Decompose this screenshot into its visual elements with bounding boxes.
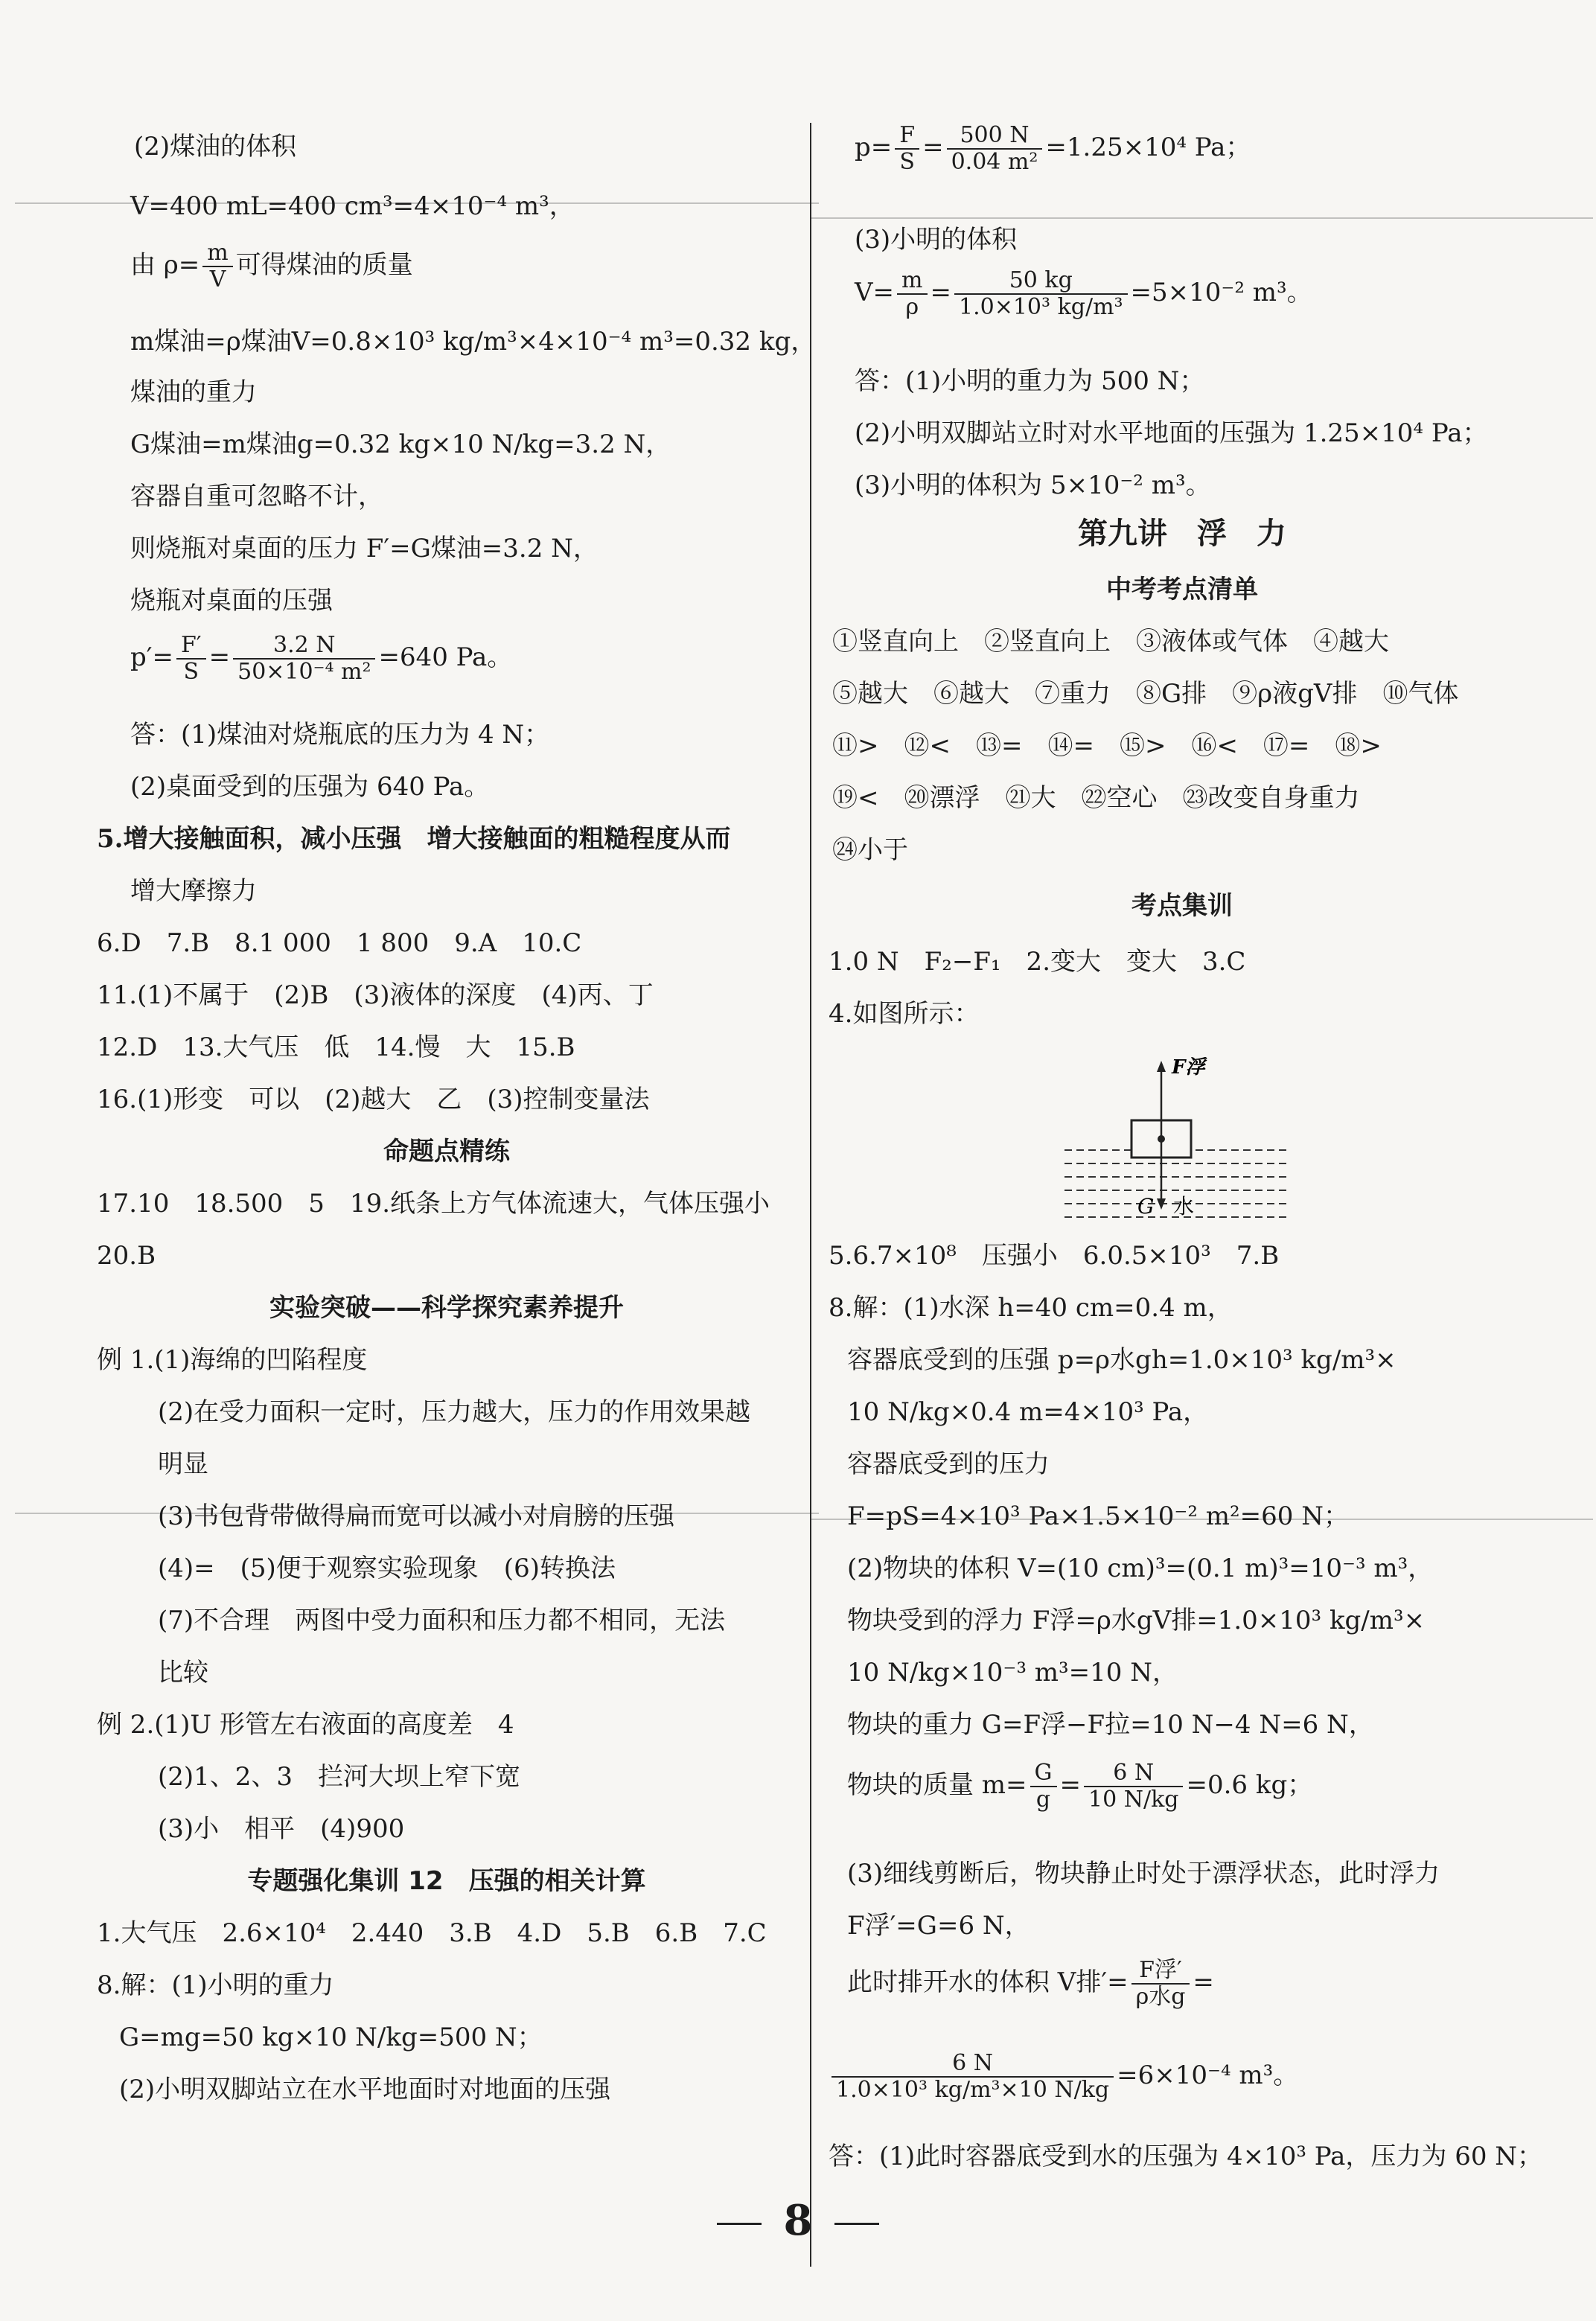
text-line: (3)小明的体积为 5×10⁻² m³。	[855, 470, 1211, 500]
text-line: F浮′=G=6 N，	[847, 1911, 1030, 1941]
section-heading: 中考考点清单	[1106, 575, 1258, 604]
answer-line: ①竖直向上 ②竖直向上 ③液体或气体 ④越大	[832, 627, 1389, 657]
answer-line: 16.(1)形变 可以 (2)越大 乙 (3)控制变量法	[97, 1085, 650, 1114]
formula-line: 由 ρ= $\frac{m}{V}$ 可得煤油的质量	[130, 240, 413, 293]
text-line: 增大摩擦力	[130, 876, 257, 906]
text-line: (3)小明的体积	[855, 225, 1018, 255]
text-line: (3)小 相平 (4)900	[158, 1814, 405, 1844]
answer-line: 11.(1)不属于 (2)B (3)液体的深度 (4)丙、丁	[97, 980, 654, 1010]
scan-artifact	[811, 217, 1593, 219]
answer-line: ⑤越大 ⑥越大 ⑦重力 ⑧G排 ⑨ρ液gV排 ⑩气体	[832, 679, 1459, 709]
answer-line: 1.大气压 2.6×10⁴ 2.440 3.B 4.D 5.B 6.B 7.C	[97, 1918, 767, 1948]
text-line: 8.解：(1)小明的重力	[97, 1970, 334, 2000]
page-number-dash	[834, 2223, 879, 2225]
text-line: (3)书包背带做得扁而宽可以减小对肩膀的压强	[158, 1501, 675, 1531]
text-line: G=mg=50 kg×10 N/kg=500 N；	[119, 2023, 543, 2052]
text-line: (4)= (5)便于观察实验现象 (6)转换法	[158, 1554, 616, 1583]
text-line: (2)小明双脚站立在水平地面时对地面的压强	[119, 2075, 611, 2104]
buoyant-force-arrowhead	[1157, 1061, 1166, 1072]
section-heading: 专题强化集训 12 压强的相关计算	[247, 1866, 646, 1896]
text-line: 烧瓶对桌面的压强	[130, 586, 333, 616]
formula-line: V= $\frac{m}{\rho}$ = $\frac{50 kg}{\text{1.0×10³ kg/m³}}$ =5×10⁻² m³。	[855, 267, 1312, 320]
text-line: 煤油的重力	[130, 377, 257, 407]
gravity-label: G	[1137, 1194, 1155, 1219]
answer-line: 12.D 13.大气压 低 14.慢 大 15.B	[97, 1032, 575, 1062]
formula-line: p′= $\frac{F'}{S}$ = $\frac{3.2 N}{\text{50×10⁻⁴ m²}}$ =640 Pa。	[130, 632, 513, 685]
text-line: 答：(1)此时容器底受到水的压强为 4×10³ Pa，压力为 60 N；	[829, 2142, 1543, 2171]
center-point	[1158, 1135, 1165, 1143]
text-line: m煤油=ρ煤油V=0.8×10³ kg/m³×4×10⁻⁴ m³=0.32 kg，	[130, 327, 817, 357]
text-line: 答：(1)煤油对烧瓶底的压力为 4 N；	[130, 720, 550, 750]
text-line: (2)小明双脚站立时对水平地面的压强为 1.25×10⁴ Pa；	[855, 418, 1488, 448]
text-line: 10 N/kg×10⁻³ m³=10 N，	[847, 1658, 1178, 1688]
answer-line: 20.B	[97, 1241, 156, 1271]
text-line: 8.解：(1)水深 h=40 cm=0.4 m，	[829, 1293, 1233, 1323]
text-line: 答：(1)小明的重力为 500 N；	[855, 366, 1205, 396]
formula-line: $\frac{6 N}{\text{1.0×10³ kg/m³×10 N/kg}}$ =6×10⁻⁴ m³。	[829, 2051, 1298, 2103]
text-line: 例 2.(1)U 形管左右液面的高度差 4	[97, 1710, 514, 1740]
page-number-dash	[717, 2223, 762, 2225]
answer-line: 1.0 N F₂−F₁ 2.变大 变大 3.C	[829, 947, 1246, 977]
text-line: 明显	[158, 1449, 208, 1479]
water-label: 水	[1173, 1194, 1195, 1219]
formula-line: 物块的质量 m= $\frac{G}{g}$ = $\frac{6 N}{10 N/kg}$ =0.6 kg；	[847, 1760, 1313, 1813]
text-line: (7)不合理 两图中受力面积和压力都不相同，无法	[158, 1606, 726, 1635]
answer-line: 17.10 18.500 5 19.纸条上方气体流速大，气体压强小	[97, 1189, 770, 1219]
text-line: 物块受到的浮力 F浮=ρ水gV排=1.0×10³ kg/m³×	[847, 1606, 1426, 1635]
answer-line: 5.增大接触面积，减小压强 增大接触面的粗糙程度从而	[97, 824, 731, 854]
page-number-value: 8	[783, 2196, 813, 2245]
text-line: 例 1.(1)海绵的凹陷程度	[97, 1345, 368, 1375]
answer-line: 6.D 7.B 8.1 000 1 800 9.A 10.C	[97, 928, 582, 958]
text-line: 4.如图所示：	[829, 999, 980, 1029]
text-line: 则烧瓶对桌面的压力 F′=G煤油=3.2 N，	[130, 534, 598, 564]
text-line: (2)物块的体积 V=(10 cm)³=(0.1 m)³=10⁻³ m³，	[847, 1554, 1434, 1583]
text-line: 容器底受到的压强 p=ρ水gh=1.0×10³ kg/m³×	[847, 1345, 1396, 1375]
text-line: 容器自重可忽略不计，	[130, 482, 383, 511]
text-line: 10 N/kg×0.4 m=4×10³ Pa，	[847, 1397, 1209, 1427]
page-number	[0, 2196, 1596, 2245]
answer-line: 5.6.7×10⁸ 压强小 6.0.5×10³ 7.B	[829, 1241, 1280, 1271]
answer-line: ⑪> ⑫< ⑬= ⑭= ⑮> ⑯< ⑰= ⑱>	[832, 731, 1382, 761]
text-line: F=pS=4×10³ Pa×1.5×10⁻² m²=60 N；	[847, 1501, 1349, 1531]
formula-line: p= $\frac{F}{S}$ = $\frac{500 N}{\text{0.04 m²}}$ =1.25×10⁴ Pa；	[855, 122, 1251, 175]
buoyancy-figure	[1064, 1057, 1288, 1228]
column-divider	[810, 123, 811, 2267]
answer-line: ⑲< ⑳漂浮 ㉑大 ㉒空心 ㉓改变自身重力	[832, 783, 1360, 813]
answer-line: ㉔小于	[832, 835, 908, 865]
text-line: (2)1、2、3 拦河大坝上窄下宽	[158, 1762, 521, 1792]
text-line: (3)细线剪断后，物块静止时处于漂浮状态，此时浮力	[847, 1859, 1440, 1889]
section-heading: 实验突破——科学探究素养提升	[269, 1293, 624, 1323]
text-line: 比较	[158, 1658, 208, 1688]
formula-line: 此时排开水的体积 V排′= $\frac{\text{F浮′}}{\text{ρ水g}}$ =	[847, 1957, 1214, 2010]
text-line: (2)桌面受到的压强为 640 Pa。	[130, 772, 490, 802]
text-line: 容器底受到的压力	[847, 1449, 1050, 1479]
text-line: V=400 mL=400 cm³=4×10⁻⁴ m³，	[130, 191, 575, 221]
section-heading: 考点集训	[1131, 891, 1233, 921]
buoyant-force-label: F浮	[1172, 1057, 1205, 1079]
text-line: 物块的重力 G=F浮−F拉=10 N−4 N=6 N，	[847, 1710, 1374, 1740]
text-line: (2)在受力面积一定时，压力越大，压力的作用效果越	[158, 1397, 751, 1427]
text-line: G煤油=m煤油g=0.32 kg×10 N/kg=3.2 N，	[130, 430, 671, 459]
chapter-title: 第九讲 浮 力	[1078, 517, 1286, 551]
text-line: (2)煤油的体积	[134, 132, 297, 162]
section-heading: 命题点精练	[383, 1137, 510, 1166]
